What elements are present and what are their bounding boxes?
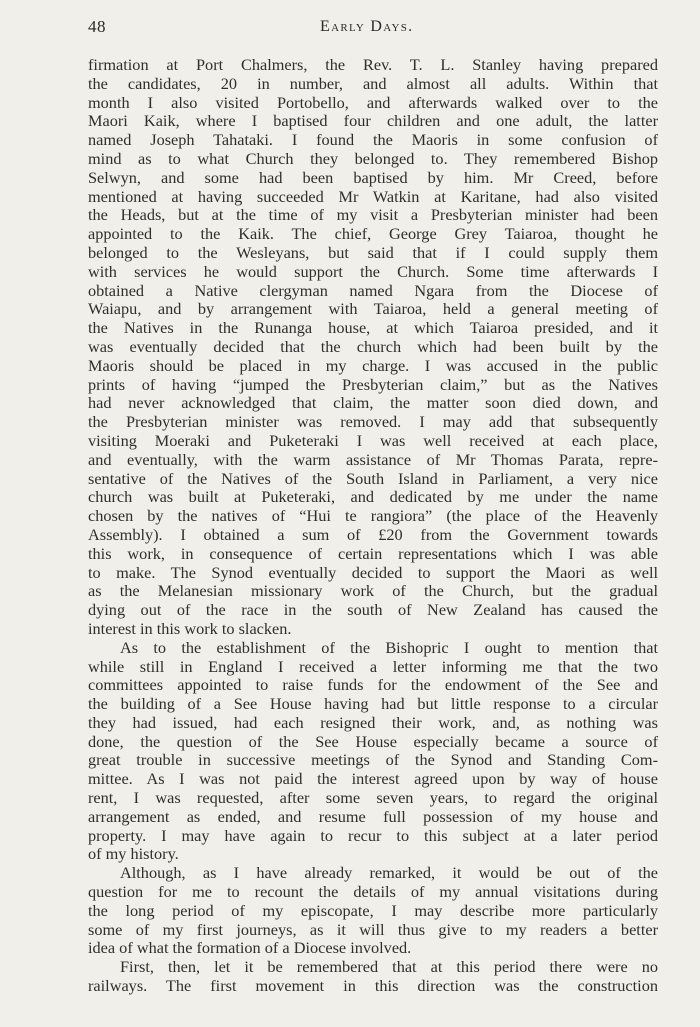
text-line: dying out of the race in the south of New Zealand has caused the [88, 600, 658, 620]
text-line: great trouble in successive meetings of the Synod and Standing Com- [88, 750, 658, 770]
text-line: Assembly). I obtained a sum of £20 from the Government towards [88, 524, 658, 544]
text-line: Maoris should be placed in my charge. I was accused in the public [88, 355, 658, 375]
text-line: mentioned at having succeeded Mr Watkin at Karitane, had also visited [88, 186, 658, 206]
text-line: arrangement as ended, and resume full possession of my house and [88, 806, 658, 826]
text-line: question for me to recount the details of my annual visitations during [88, 882, 658, 902]
text-line: of my history. [88, 844, 179, 864]
paragraph-first-line: Although, as I have already remarked, it would be out of the [120, 863, 658, 883]
text-line: visiting Moeraki and Puketeraki I was well received at each place, [88, 430, 658, 450]
paragraph-first-line: First, then, let it be remembered that at this period there were no [120, 957, 658, 977]
text-line: belonged to the Wesleyans, but said that if I could supply them [88, 242, 658, 262]
text-line: Selwyn, and some had been baptised by him. Mr Creed, before [88, 167, 658, 187]
text-line: and eventually, with the warm assistance of Mr Thomas Parata, repre- [88, 449, 658, 469]
text-line: the building of a See House having had but little response to a circular [88, 694, 658, 714]
running-head: Early Days. [320, 18, 414, 35]
text-line: this work, in consequence of certain representations which I was able [88, 543, 658, 563]
text-line: the Natives in the Runanga house, at which Taiaroa presided, and it [88, 318, 658, 338]
text-line: while still in England I received a letter informing me that the two [88, 656, 658, 676]
text-line: obtained a Native clergyman named Ngara from the Diocese of [88, 280, 658, 300]
text-line: was eventually decided that the church which had been built by the [88, 336, 658, 356]
text-line: done, the question of the See House especially became a source of [88, 731, 658, 751]
text-line: mittee. As I was not paid the interest agreed upon by way of house [88, 769, 658, 789]
body-text [88, 56, 658, 996]
text-line: Waiapu, and by arrangement with Taiaroa, held a general meeting of [88, 299, 658, 319]
text-line: they had issued, had each resigned their work, and, as nothing was [88, 712, 658, 732]
text-line: chosen by the natives of “Hui te rangiora” (the place of the Heavenly [88, 506, 658, 526]
text-line: named Joseph Tahataki. I found the Maoris in some confusion of [88, 130, 658, 150]
text-line: as the Melanesian missionary work of the Church, but the gradual [88, 581, 658, 601]
text-line: interest in this work to slacken. [88, 618, 292, 638]
text-line: sentative of the Natives of the South Island in Parliament, a very nice [88, 468, 658, 488]
text-line: mind as to what Church they belonged to. They remembered Bishop [88, 148, 658, 168]
text-line: committees appointed to raise funds for the endowment of the See and [88, 675, 658, 695]
text-line: had never acknowledged that claim, the matter soon died down, and [88, 393, 658, 413]
text-line: appointed to the Kaik. The chief, George Grey Taiaroa, thought he [88, 224, 658, 244]
text-line: Maori Kaik, where I baptised four children and one adult, the latter [88, 111, 658, 131]
text-line: church was built at Puketeraki, and dedicated by me under the name [88, 487, 658, 507]
text-line: rent, I was requested, after some seven years, to regard the original [88, 788, 658, 808]
text-line: with services he would support the Church. Some time afterwards I [88, 261, 658, 281]
text-line: railways. The first movement in this direction was the construction [88, 976, 658, 996]
paragraph-first-line: As to the establishment of the Bishopric I ought to mention that [120, 637, 658, 657]
page-number: 48 [88, 17, 106, 36]
text-line: to make. The Synod eventually decided to support the Maori as well [88, 562, 658, 582]
text-line: the candidates, 20 in number, and almost all adults. Within that [88, 73, 658, 93]
text-line: property. I may have again to recur to this subject at a later period [88, 825, 658, 845]
text-line: some of my first journeys, as it will thus give to my readers a better [88, 919, 658, 939]
page-header [88, 17, 658, 41]
text-line: firmation at Port Chalmers, the Rev. T. L. Stanley having prepared [88, 55, 658, 74]
text-line: the Presbyterian minister was removed. I may add that subsequently [88, 412, 658, 432]
text-line: the long period of my episcopate, I may describe more particularly [88, 900, 658, 920]
text-line: idea of what the formation of a Diocese involved. [88, 938, 412, 958]
text-line: month I also visited Portobello, and afterwards walked over to the [88, 92, 658, 112]
text-line: prints of having “jumped the Presbyterian claim,” but as the Natives [88, 374, 658, 394]
text-line: the Heads, but at the time of my visit a Presbyterian minister had been [88, 205, 658, 225]
